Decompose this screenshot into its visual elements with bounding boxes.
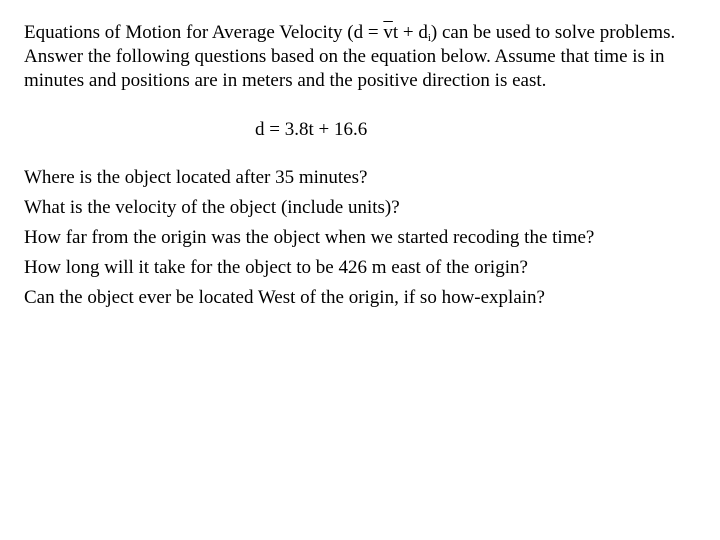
intro-text-1: Equations of Motion for Average Velocity (d = — [24, 22, 384, 43]
intro-text-2: t + d — [392, 22, 428, 43]
equation: d = 3.8t + 16.6 — [255, 119, 368, 140]
initial-subscript: i — [427, 32, 431, 44]
intro-text-3: ) can be used to solve problems. Answer the following questions based on the equation below. Assume that time is in minutes and positions are in meters and the positive direction is east. — [24, 22, 676, 91]
question-2: What is the velocity of the object (include units)? — [24, 197, 400, 218]
question-3: How far from the origin was the object when we started recoding the time? — [24, 227, 595, 248]
question-4: How long will it take for the object to be 426 m east of the origin? — [24, 257, 528, 278]
question-list — [24, 166, 594, 316]
average-velocity-symbol: $\overline{v}$ — [383, 22, 393, 43]
question-5: Can the object ever be located West of the origin, if so how-explain? — [24, 287, 545, 308]
intro-paragraph — [24, 21, 704, 93]
question-1: Where is the object located after 35 minutes? — [24, 167, 368, 188]
